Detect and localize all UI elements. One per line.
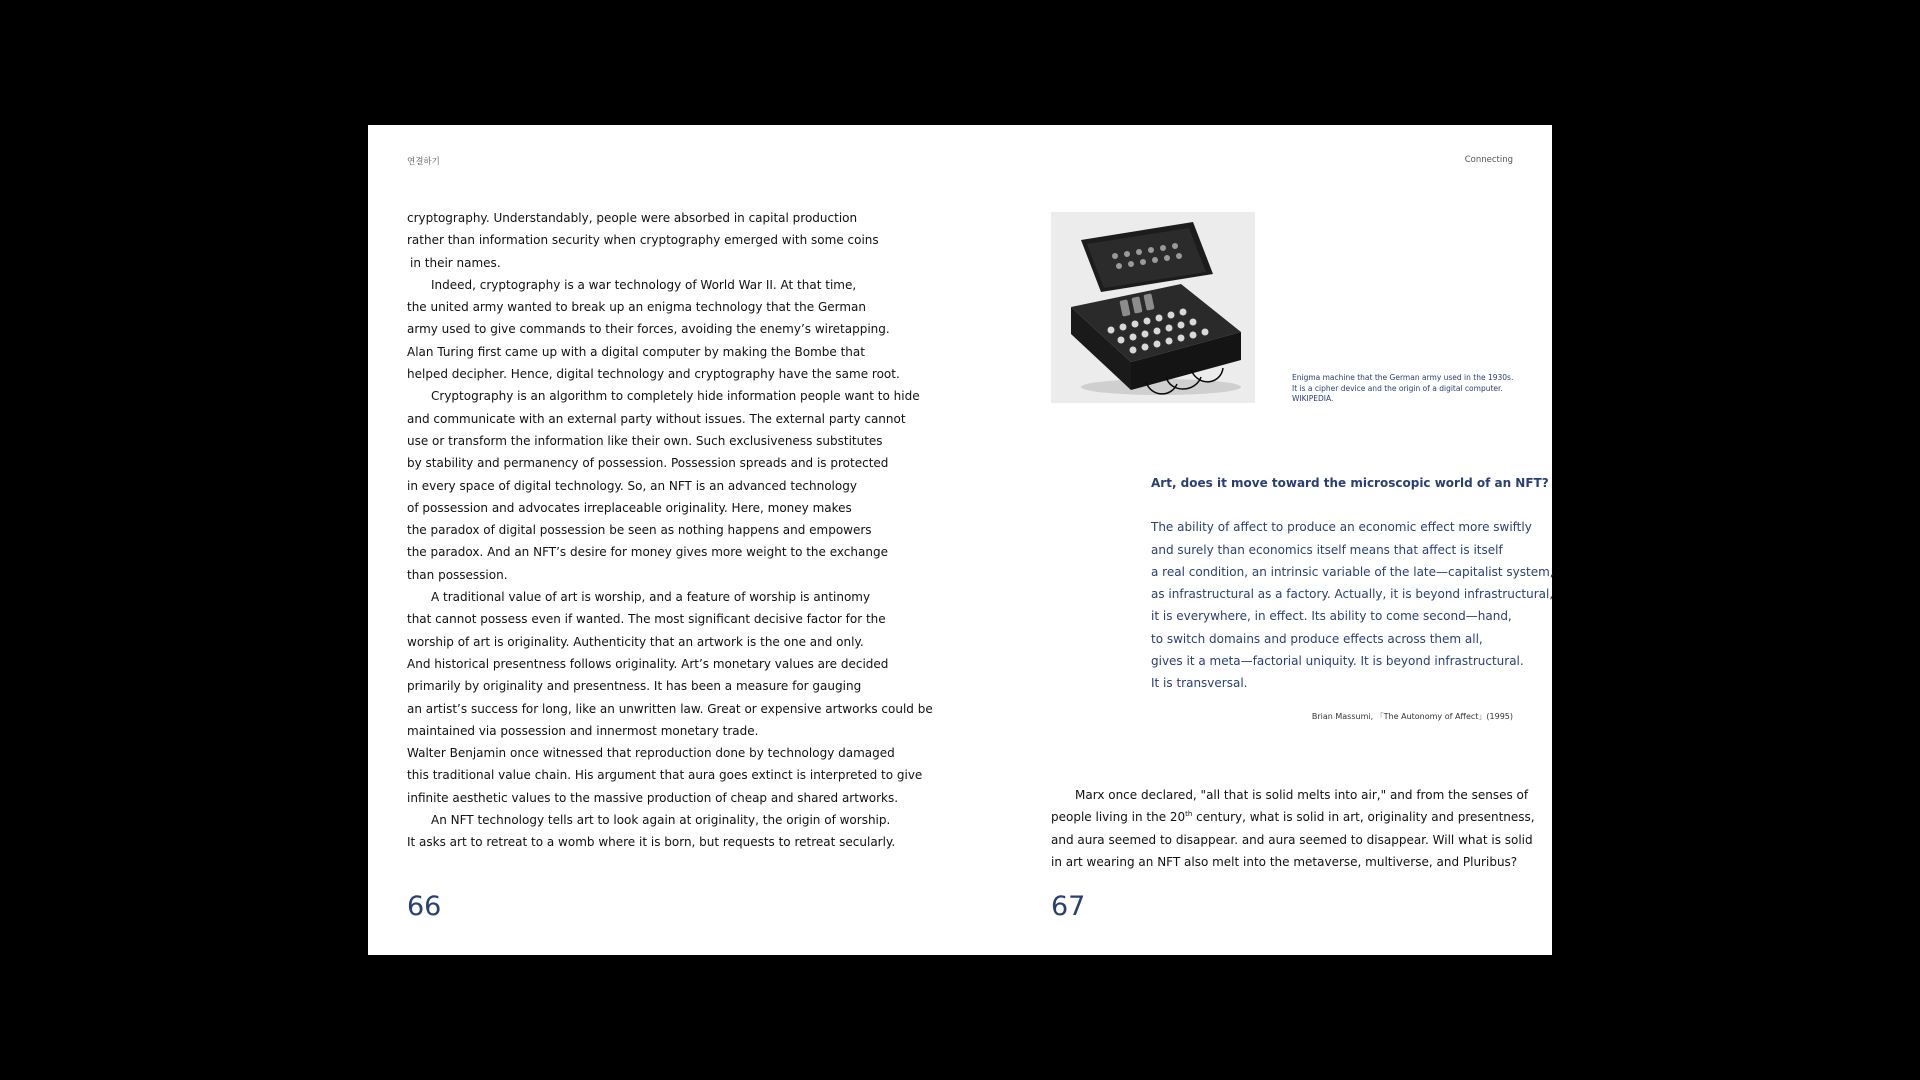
body-line: and aura seemed to disappear. and aura seemed to disappear. Will what is solid [1051, 832, 1533, 847]
body-line: in art wearing an NFT also melt into the metaverse, multiverse, and Pluribus? [1051, 854, 1518, 869]
body-line: this traditional value chain. His argument that aura goes extinct is interpreted to give [407, 768, 923, 783]
body-line: Indeed, cryptography is a war technology of World War II. At that time, [431, 277, 857, 292]
body-line: rather than information security when cryptography emerged with some coins [407, 233, 879, 248]
caption-line: It is a cipher device and the origin of a digital computer. [1292, 383, 1503, 393]
body-line: maintained via possession and innermost monetary trade. [407, 723, 759, 738]
body-line: An NFT technology tells art to look again at originality, the origin of worship. [431, 813, 891, 828]
body-line: in every space of digital technology. So, an NFT is an advanced technology [407, 478, 857, 493]
body-line: the paradox. And an NFT’s desire for money gives more weight to the exchange [407, 545, 888, 560]
body-line: cryptography. Understandably, people were absorbed in capital production [407, 211, 858, 225]
caption-line: Enigma machine that the German army used in the 1930s. [1292, 373, 1514, 382]
right-page-body [1051, 784, 1535, 873]
body-line: Alan Turing first came up with a digital computer by making the Bombe that [407, 344, 865, 359]
page-number-right: 67 [1051, 891, 1086, 922]
body-line: than possession. [407, 567, 508, 582]
book-spread [368, 125, 1552, 955]
body-fragment: people living in the 20 [1051, 810, 1186, 825]
quote-citation: Brian Massumi, 「The Autonomy of Affect」(1995) [1311, 712, 1513, 721]
quote-line: to switch domains and produce effects across them all, [1151, 631, 1483, 646]
caption-line: WIKIPEDIA. [1292, 394, 1334, 403]
quote-heading: Art, does it move toward the microscopic world of an NFT? [1151, 476, 1549, 490]
body-line: by stability and permanency of possession. Possession spreads and is protected [407, 456, 889, 471]
quote-line: a real condition, an intrinsic variable of the late—capitalist system, [1151, 564, 1554, 579]
running-head-right: Connecting [1464, 155, 1513, 165]
body-line: Walter Benjamin once witnessed that reproduction done by technology damaged [407, 746, 895, 761]
body-line: Cryptography is an algorithm to completely hide information people want to hide [431, 389, 920, 404]
body-line: worship of art is originality. Authenticity that an artwork is the one and only. [407, 634, 864, 649]
ordinal-superscript: th [1185, 810, 1193, 819]
body-line: infinite aesthetic values to the massive production of cheap and shared artworks. [407, 790, 899, 805]
body-line: And historical presentness follows originality. Art’s monetary values are decided [407, 656, 889, 671]
body-line: in their names. [410, 255, 501, 270]
enigma-machine-photo [1051, 212, 1255, 403]
page-number-left: 66 [407, 891, 442, 922]
body-line: the united army wanted to break up an enigma technology that the German [407, 300, 866, 315]
body-line: A traditional value of art is worship, and a feature of worship is antinomy [431, 590, 871, 605]
body-line: Marx once declared, "all that is solid melts into air," and from the senses of [1075, 788, 1529, 802]
running-head-left: 연결하기 [407, 157, 440, 167]
body-line: helped decipher. Hence, digital technology and cryptography have the same root. [407, 367, 900, 382]
enigma-machine-illustration [1051, 212, 1255, 403]
body-line: It asks art to retreat to a womb where it is born, but requests to retreat secularly. [407, 835, 896, 850]
body-line: primarily by originality and presentness. It has been a measure for gauging [407, 679, 862, 694]
body-fragment: century, what is solid in art, originality and presentness, [1192, 810, 1535, 825]
body-line: of possession and advocates irreplaceable originality. Here, money makes [407, 500, 852, 515]
body-line: the paradox of digital possession be seen as nothing happens and empowers [407, 523, 872, 538]
body-line [1051, 806, 1535, 828]
quote-line: and surely than economics itself means that affect is itself [1151, 542, 1503, 557]
quote-line: it is everywhere, in effect. Its ability to come second—hand, [1151, 609, 1512, 624]
body-line: and communicate with an external party without issues. The external party cannot [407, 411, 906, 426]
left-page-body [407, 207, 933, 854]
quote-line: It is transversal. [1151, 676, 1248, 691]
quote-line: gives it a meta—factorial uniquity. It is beyond infrastructural. [1151, 654, 1524, 669]
pull-quote [1151, 472, 1554, 695]
body-line: army used to give commands to their forces, avoiding the enemy’s wiretapping. [407, 322, 890, 337]
body-line: that cannot possess even if wanted. The most significant decisive factor for the [407, 612, 886, 627]
quote-line: as infrastructural as a factory. Actually, it is beyond infrastructural, [1151, 587, 1554, 602]
body-line: use or transform the information like their own. Such exclusiveness substitutes [407, 433, 883, 448]
photo-caption [1292, 373, 1522, 405]
quote-line: The ability of affect to produce an economic effect more swiftly [1151, 520, 1532, 535]
body-line: an artist’s success for long, like an unwritten law. Great or expensive artworks could be [407, 701, 933, 716]
